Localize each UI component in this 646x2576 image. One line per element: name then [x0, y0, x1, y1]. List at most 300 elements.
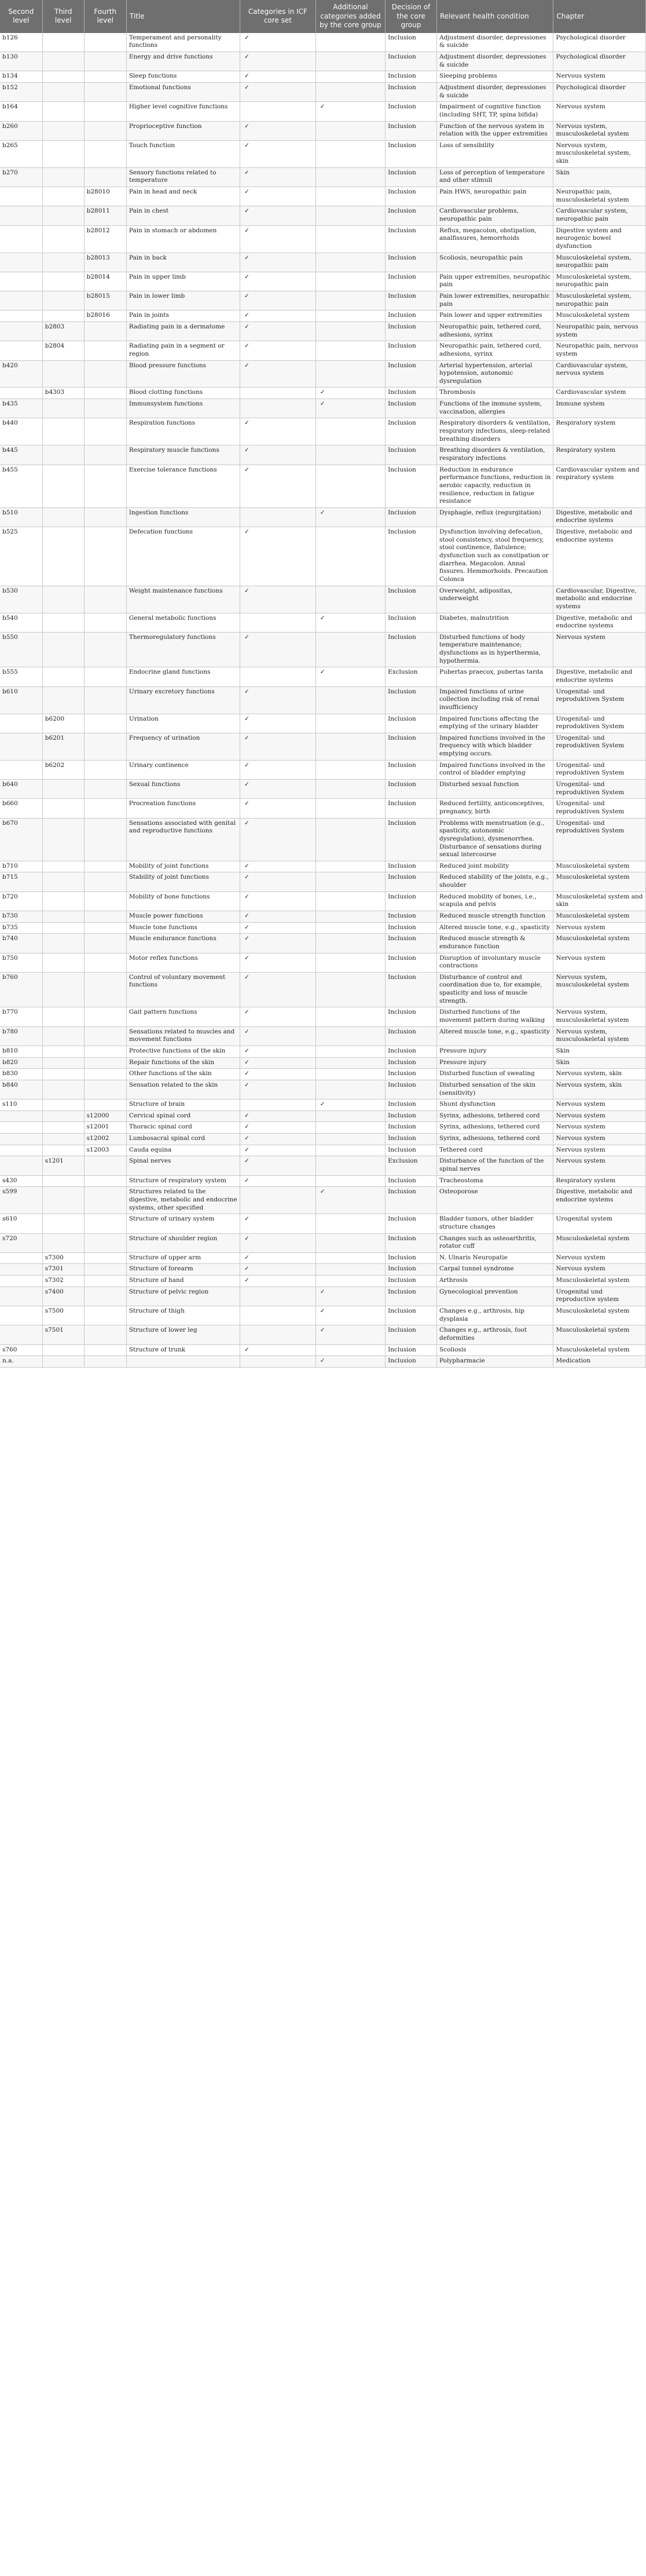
title-cell: Structure of hand [126, 1276, 240, 1287]
fourth-level-cell [84, 953, 126, 972]
chapter-cell: Urogenital system [553, 1214, 646, 1233]
third-level-cell [42, 418, 84, 445]
core-set-check-cell: ✓ [240, 1344, 316, 1356]
decision-cell: Inclusion [386, 187, 437, 206]
core-set-check-cell: ✓ [240, 760, 316, 779]
health-condition-cell: Problems with menstruation (e.g., spasticity, autonomic dysregulation), dysmenorrhea. Disturbance of sensations during sexual intercourse [437, 818, 553, 861]
health-condition-cell: Disruption of involuntary muscle contractions [437, 953, 553, 972]
chapter-cell: Nervous system [553, 1134, 646, 1145]
core-set-check-cell: ✓ [240, 1145, 316, 1156]
title-cell: Thoracic spinal cord [126, 1122, 240, 1134]
chapter-cell: Nervous system [553, 632, 646, 667]
table-row [0, 891, 646, 911]
core-set-check-cell: ✓ [240, 225, 316, 253]
health-condition-cell: Adjustment disorder, depressiones & suicide [437, 33, 553, 52]
table-row [0, 341, 646, 360]
table-row [0, 613, 646, 632]
title-cell: Weight maintenance functions [126, 586, 240, 613]
third-level-cell [42, 972, 84, 1007]
third-level-cell [42, 861, 84, 872]
table-row [0, 71, 646, 83]
fourth-level-cell [84, 1099, 126, 1111]
fourth-level-cell [84, 418, 126, 445]
additional-check-cell: ✓ [315, 399, 385, 418]
fourth-level-cell [84, 911, 126, 923]
second-level-cell: b610 [0, 686, 42, 714]
fourth-level-cell [84, 1007, 126, 1026]
additional-check-cell [315, 1046, 385, 1057]
second-level-cell [0, 1134, 42, 1145]
chapter-cell: Nervous system [553, 1110, 646, 1122]
additional-check-cell [315, 167, 385, 187]
decision-cell: Inclusion [386, 586, 437, 613]
table-row [0, 1007, 646, 1026]
title-cell: Structures related to the digestive, metabolic and endocrine systems, other specified [126, 1187, 240, 1214]
decision-cell: Inclusion [386, 445, 437, 465]
table-row [0, 1122, 646, 1134]
third-level-cell [42, 71, 84, 83]
decision-cell: Inclusion [386, 1007, 437, 1026]
second-level-cell [0, 388, 42, 399]
health-condition-cell: Diabetes, malnutrition [437, 613, 553, 632]
third-level-cell [42, 1046, 84, 1057]
title-cell: Repair functions of the skin [126, 1057, 240, 1069]
core-set-check-cell: ✓ [240, 1057, 316, 1069]
decision-cell: Inclusion [386, 102, 437, 121]
second-level-cell [0, 714, 42, 733]
fourth-level-cell [84, 1287, 126, 1306]
table-row [0, 360, 646, 388]
table-row [0, 911, 646, 923]
third-level-cell [42, 922, 84, 934]
additional-check-cell [315, 418, 385, 445]
table-row [0, 225, 646, 253]
decision-cell: Inclusion [386, 341, 437, 360]
second-level-cell [0, 733, 42, 760]
title-cell: Pain in upper limb [126, 272, 240, 291]
table-row [0, 1175, 646, 1187]
table-row [0, 872, 646, 891]
fourth-level-cell [84, 861, 126, 872]
third-level-cell [42, 667, 84, 686]
fourth-level-cell [84, 891, 126, 911]
table-row [0, 1287, 646, 1306]
core-set-check-cell: ✓ [240, 1214, 316, 1233]
table-row [0, 1276, 646, 1287]
third-level-cell [42, 445, 84, 465]
second-level-cell: b530 [0, 586, 42, 613]
second-level-cell: b840 [0, 1080, 42, 1099]
chapter-cell: Musculoskeletal system [553, 310, 646, 322]
core-set-check-cell: ✓ [240, 418, 316, 445]
core-set-check-cell: ✓ [240, 934, 316, 953]
core-set-check-cell: ✓ [240, 780, 316, 799]
third-level-cell [42, 187, 84, 206]
decision-cell: Inclusion [386, 1306, 437, 1325]
core-set-check-cell [240, 667, 316, 686]
second-level-cell: b420 [0, 360, 42, 388]
health-condition-cell: Thrombosis [437, 388, 553, 399]
third-level-cell: s7500 [42, 1306, 84, 1325]
second-level-cell [0, 1252, 42, 1264]
second-level-cell [0, 1110, 42, 1122]
chapter-cell: Musculoskeletal system, neuropathic pain [553, 272, 646, 291]
core-set-check-cell: ✓ [240, 82, 316, 101]
second-level-cell [0, 322, 42, 341]
additional-check-cell [315, 1276, 385, 1287]
additional-check-cell: ✓ [315, 667, 385, 686]
decision-cell: Inclusion [386, 167, 437, 187]
health-condition-cell: Reduction in endurance performance functions, reduction in aerobic capacity, reduction in resilience, reduction in fatigue resistance [437, 465, 553, 507]
title-cell: Protective functions of the skin [126, 1046, 240, 1057]
second-level-cell: b126 [0, 33, 42, 52]
table-row [0, 507, 646, 527]
fourth-level-cell [84, 322, 126, 341]
fourth-level-cell [84, 360, 126, 388]
chapter-cell: Nervous system, skin [553, 1069, 646, 1080]
additional-check-cell [315, 253, 385, 272]
core-set-check-cell [240, 1325, 316, 1344]
decision-cell: Inclusion [386, 465, 437, 507]
additional-check-cell [315, 972, 385, 1007]
decision-cell: Inclusion [386, 972, 437, 1007]
decision-cell: Exclusion [386, 1156, 437, 1175]
decision-cell: Inclusion [386, 82, 437, 101]
health-condition-cell: Scoliosis, neuropathic pain [437, 253, 553, 272]
fourth-level-cell [84, 140, 126, 167]
third-level-cell: s1201 [42, 1156, 84, 1175]
title-cell: Structure of thigh [126, 1306, 240, 1325]
core-set-check-cell [240, 399, 316, 418]
header-second-level: Second level [0, 0, 42, 33]
fourth-level-cell [84, 1344, 126, 1356]
additional-check-cell: ✓ [315, 507, 385, 527]
third-level-cell [42, 399, 84, 418]
second-level-cell: b830 [0, 1069, 42, 1080]
core-set-check-cell: ✓ [240, 360, 316, 388]
table-row [0, 187, 646, 206]
third-level-cell [42, 310, 84, 322]
chapter-cell: Nervous system [553, 1099, 646, 1111]
second-level-cell: b810 [0, 1046, 42, 1057]
core-set-check-cell: ✓ [240, 1156, 316, 1175]
second-level-cell: s430 [0, 1175, 42, 1187]
fourth-level-cell [84, 818, 126, 861]
second-level-cell: s760 [0, 1344, 42, 1356]
header-categories-in-core-set: Categories in ICF core set [240, 0, 316, 33]
table-row [0, 1214, 646, 1233]
decision-cell: Inclusion [386, 1175, 437, 1187]
third-level-cell [42, 465, 84, 507]
chapter-cell: Musculoskeletal system [553, 1306, 646, 1325]
title-cell: Pain in stomach or abdomen [126, 225, 240, 253]
title-cell: Emotional functions [126, 82, 240, 101]
fourth-level-cell [84, 1026, 126, 1046]
core-set-check-cell: ✓ [240, 1276, 316, 1287]
decision-cell: Inclusion [386, 253, 437, 272]
fourth-level-cell [84, 586, 126, 613]
third-level-cell [42, 272, 84, 291]
chapter-cell: Neuropathic pain, musculoskeletal system [553, 187, 646, 206]
decision-cell: Inclusion [386, 360, 437, 388]
title-cell: Respiratory muscle functions [126, 445, 240, 465]
title-cell: Pain in head and neck [126, 187, 240, 206]
third-level-cell [42, 1080, 84, 1099]
table-row [0, 714, 646, 733]
second-level-cell: b270 [0, 167, 42, 187]
core-set-check-cell: ✓ [240, 1264, 316, 1276]
title-cell: Sensations associated with genital and reproductive functions [126, 818, 240, 861]
health-condition-cell: Disturbed sensation of the skin (sensitivity) [437, 1080, 553, 1099]
chapter-cell: Nervous system [553, 1264, 646, 1276]
core-set-check-cell [240, 1356, 316, 1368]
chapter-cell: Digestive, metabolic and endocrine systems [553, 1187, 646, 1214]
title-cell: Thermoregulatory functions [126, 632, 240, 667]
core-set-check-cell: ✓ [240, 1175, 316, 1187]
health-condition-cell: Disturbed sexual function [437, 780, 553, 799]
additional-check-cell [315, 291, 385, 310]
table-row [0, 418, 646, 445]
chapter-cell: Digestive, metabolic and endocrine systems [553, 527, 646, 586]
core-set-check-cell: ✓ [240, 52, 316, 71]
decision-cell: Inclusion [386, 613, 437, 632]
core-set-check-cell: ✓ [240, 445, 316, 465]
health-condition-cell: Reduced muscle strength & endurance function [437, 934, 553, 953]
second-level-cell: b540 [0, 613, 42, 632]
additional-check-cell [315, 1233, 385, 1252]
health-condition-cell: Sleeping problems [437, 71, 553, 83]
core-set-check-cell: ✓ [240, 891, 316, 911]
fourth-level-cell [84, 922, 126, 934]
title-cell: Pain in joints [126, 310, 240, 322]
additional-check-cell: ✓ [315, 1287, 385, 1306]
third-level-cell [42, 632, 84, 667]
health-condition-cell: Disturbed function of sweating [437, 1069, 553, 1080]
table-row [0, 102, 646, 121]
core-set-check-cell: ✓ [240, 187, 316, 206]
core-set-check-cell: ✓ [240, 586, 316, 613]
third-level-cell [42, 780, 84, 799]
header-row [0, 0, 646, 33]
health-condition-cell: Reduced joint mobility [437, 861, 553, 872]
header-fourth-level: Fourth level [84, 0, 126, 33]
title-cell: Urination [126, 714, 240, 733]
title-cell: Sensation related to the skin [126, 1080, 240, 1099]
health-condition-cell: Reflux, megacolon, obstipation, analfissures, hemorrhoids [437, 225, 553, 253]
chapter-cell: Nervous system, skin [553, 1080, 646, 1099]
core-set-check-cell [240, 1099, 316, 1111]
title-cell: Respiration functions [126, 418, 240, 445]
decision-cell: Inclusion [386, 818, 437, 861]
health-condition-cell: Syrinx, adhesions, tethered cord [437, 1110, 553, 1122]
decision-cell: Inclusion [386, 310, 437, 322]
health-condition-cell: Changes e.g., arthrosis, foot deformities [437, 1325, 553, 1344]
table-row [0, 1233, 646, 1252]
third-level-cell [42, 507, 84, 527]
second-level-cell [0, 253, 42, 272]
additional-check-cell [315, 632, 385, 667]
title-cell: Sleep functions [126, 71, 240, 83]
core-set-check-cell: ✓ [240, 1110, 316, 1122]
additional-check-cell [315, 1145, 385, 1156]
fourth-level-cell [84, 1252, 126, 1264]
second-level-cell: b550 [0, 632, 42, 667]
third-level-cell [42, 225, 84, 253]
title-cell: Structure of forearm [126, 1264, 240, 1276]
title-cell: Touch function [126, 140, 240, 167]
decision-cell: Inclusion [386, 1344, 437, 1356]
additional-check-cell: ✓ [315, 1356, 385, 1368]
additional-check-cell: ✓ [315, 613, 385, 632]
second-level-cell: s599 [0, 1187, 42, 1214]
decision-cell: Inclusion [386, 872, 437, 891]
header-additional-categories: Additional categories added by the core group [315, 0, 385, 33]
fourth-level-cell [84, 1276, 126, 1287]
fourth-level-cell [84, 71, 126, 83]
decision-cell: Inclusion [386, 1233, 437, 1252]
chapter-cell: Cardiovascular system and respiratory system [553, 465, 646, 507]
additional-check-cell [315, 1264, 385, 1276]
second-level-cell: b555 [0, 667, 42, 686]
decision-cell: Inclusion [386, 399, 437, 418]
title-cell: Structure of trunk [126, 1344, 240, 1356]
decision-cell: Inclusion [386, 52, 437, 71]
third-level-cell [42, 291, 84, 310]
third-level-cell: b6201 [42, 733, 84, 760]
fourth-level-cell [84, 799, 126, 818]
health-condition-cell: Scoliosis [437, 1344, 553, 1356]
table-row [0, 1046, 646, 1057]
table-row [0, 388, 646, 399]
additional-check-cell [315, 1175, 385, 1187]
title-cell: Blood clotting functions [126, 388, 240, 399]
health-condition-cell: Syrinx, adhesions, tethered cord [437, 1122, 553, 1134]
title-cell: Urinary continence [126, 760, 240, 779]
decision-cell: Inclusion [386, 388, 437, 399]
second-level-cell: s110 [0, 1099, 42, 1111]
third-level-cell [42, 1122, 84, 1134]
third-level-cell [42, 527, 84, 586]
header-decision: Decision of the core group [386, 0, 437, 33]
title-cell: Spinal nerves [126, 1156, 240, 1175]
core-set-check-cell: ✓ [240, 527, 316, 586]
third-level-cell [42, 586, 84, 613]
second-level-cell: b780 [0, 1026, 42, 1046]
second-level-cell [0, 1276, 42, 1287]
third-level-cell [42, 1233, 84, 1252]
title-cell: Frequency of urination [126, 733, 240, 760]
second-level-cell: b740 [0, 934, 42, 953]
decision-cell: Inclusion [386, 1187, 437, 1214]
additional-check-cell [315, 1344, 385, 1356]
title-cell: Defecation functions [126, 527, 240, 586]
table-row [0, 527, 646, 586]
chapter-cell: Respiratory system [553, 445, 646, 465]
third-level-cell [42, 1145, 84, 1156]
decision-cell: Inclusion [386, 1287, 437, 1306]
third-level-cell: s7300 [42, 1252, 84, 1264]
table-header [0, 0, 646, 33]
second-level-cell: b260 [0, 121, 42, 140]
table-row [0, 121, 646, 140]
third-level-cell: b6202 [42, 760, 84, 779]
additional-check-cell [315, 71, 385, 83]
chapter-cell: Musculoskeletal system [553, 1344, 646, 1356]
table-row [0, 760, 646, 779]
table-row [0, 586, 646, 613]
third-level-cell [42, 1057, 84, 1069]
third-level-cell: s7400 [42, 1287, 84, 1306]
health-condition-cell: Carpal tunnel syndrome [437, 1264, 553, 1276]
second-level-cell: b770 [0, 1007, 42, 1026]
health-condition-cell: Altered muscle tone, e.g., spasticity [437, 1026, 553, 1046]
chapter-cell: Nervous system [553, 1156, 646, 1175]
health-condition-cell: Shunt dysfunction [437, 1099, 553, 1111]
core-set-check-cell: ✓ [240, 1252, 316, 1264]
table-row [0, 632, 646, 667]
decision-cell: Inclusion [386, 733, 437, 760]
chapter-cell: Musculoskeletal system, neuropathic pain [553, 291, 646, 310]
core-set-check-cell: ✓ [240, 33, 316, 52]
additional-check-cell: ✓ [315, 1325, 385, 1344]
third-level-cell [42, 121, 84, 140]
chapter-cell: Nervous system [553, 953, 646, 972]
health-condition-cell: Impaired functions affecting the emptying of the urinary bladder [437, 714, 553, 733]
chapter-cell: Urogenital- und reproduktiven System [553, 799, 646, 818]
core-set-check-cell: ✓ [240, 911, 316, 923]
additional-check-cell [315, 911, 385, 923]
fourth-level-cell [84, 1325, 126, 1344]
table-row [0, 686, 646, 714]
second-level-cell [0, 291, 42, 310]
core-set-check-cell: ✓ [240, 972, 316, 1007]
chapter-cell: Digestive, metabolic and endocrine systems [553, 507, 646, 527]
fourth-level-cell [84, 686, 126, 714]
third-level-cell [42, 360, 84, 388]
table-row [0, 206, 646, 225]
second-level-cell: n.a. [0, 1356, 42, 1368]
fourth-level-cell: s12001 [84, 1122, 126, 1134]
third-level-cell [42, 891, 84, 911]
table-row [0, 167, 646, 187]
title-cell: Structure of urinary system [126, 1214, 240, 1233]
core-set-check-cell: ✓ [240, 71, 316, 83]
decision-cell: Inclusion [386, 140, 437, 167]
additional-check-cell [315, 872, 385, 891]
core-set-check-cell: ✓ [240, 1134, 316, 1145]
third-level-cell: b6200 [42, 714, 84, 733]
decision-cell: Inclusion [386, 121, 437, 140]
table-row [0, 399, 646, 418]
fourth-level-cell [84, 1214, 126, 1233]
health-condition-cell: Breathing disorders & ventilation, respiratory infections [437, 445, 553, 465]
health-condition-cell: Altered muscle tone, e.g., spasticity [437, 922, 553, 934]
core-set-check-cell: ✓ [240, 818, 316, 861]
health-condition-cell: Changes e.g., arthrosis, hip dysplasia [437, 1306, 553, 1325]
fourth-level-cell [84, 733, 126, 760]
decision-cell: Inclusion [386, 861, 437, 872]
fourth-level-cell: b28016 [84, 310, 126, 322]
title-cell: Stability of joint functions [126, 872, 240, 891]
additional-check-cell [315, 760, 385, 779]
second-level-cell: b750 [0, 953, 42, 972]
second-level-cell [0, 225, 42, 253]
fourth-level-cell: b28011 [84, 206, 126, 225]
table-row [0, 953, 646, 972]
health-condition-cell: Adjustment disorder, depressiones & suicide [437, 82, 553, 101]
fourth-level-cell [84, 399, 126, 418]
third-level-cell: b2803 [42, 322, 84, 341]
